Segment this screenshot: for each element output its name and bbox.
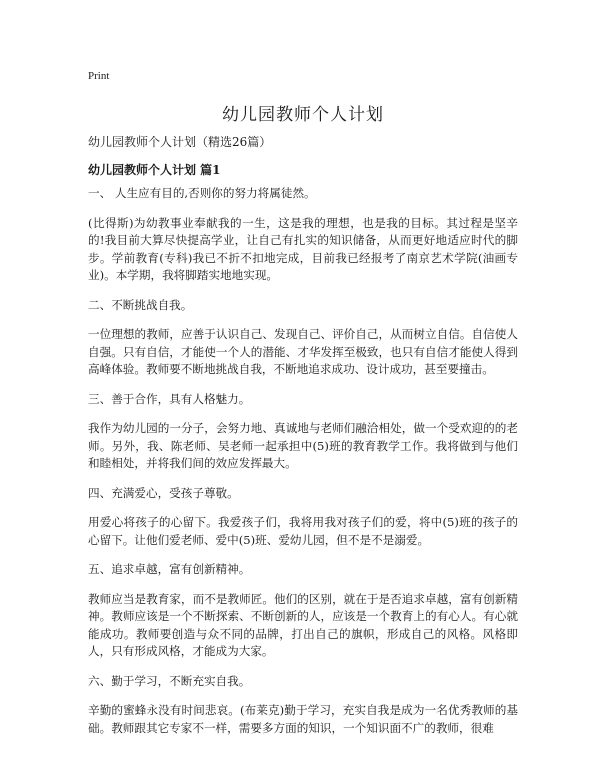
- document-subtitle: 幼儿园教师个人计划（精选26篇）: [88, 135, 272, 149]
- paragraph-2: 一位理想的教师，应善于认识自己、发现自己、评价自己，从而树立自信。自信使人自强。只有自信，才能使一个人的潜能、才华发挥至极致，也只有自信才能使人得到高峰体验。教师要不断地挑战自我，不断地追求成功、设计成功，甚至要撞击。: [88, 327, 518, 376]
- paragraph-6: 辛勤的蜜蜂永没有时间悲哀。(布莱克)勤于学习，充实自我是成为一名优秀教师的基础。教师跟其它专家不一样，需要多方面的知识，一个知识面不广的教师，很难: [88, 703, 518, 735]
- print-label[interactable]: Print: [88, 70, 110, 82]
- point-heading-1: 一、 人生应有目的,否则你的努力将属徒然。: [88, 186, 316, 200]
- paragraph-4: 用爱心将孩子的心留下。我爱孩子们，我将用我对孩子们的爱，将中(5)班的孩子的心留下。让他们爱老师、爱中(5)班、爱幼儿园，但不是不是溺爱。: [88, 515, 518, 547]
- document-body: [88, 185, 518, 749]
- point-heading-6: 六、勤于学习，不断充实自我。: [88, 673, 251, 688]
- paragraph-5: 教师应当是教育家，而不是教师匠。他们的区别，就在于是否追求卓越，富有创新精神。教师应该是一个不断探索、不断创新的人，应该是一个教育上的有心人。有心就能成功。教师要创造与众不同的品牌，打出自己的旗帜，形成自己的风格。风格即人，只有形成风格，才能成为大家。: [88, 591, 518, 658]
- point-heading-4: 四、充满爱心，受孩子尊敬。: [88, 485, 239, 500]
- point-heading-3: 三、善于合作，具有人格魅力。: [88, 391, 251, 406]
- paragraph-1: (比得斯)为幼教事业奉献我的一生，这是我的理想，也是我的目标。其过程是坚辛的!我目前大算尽快提高学业，让自己有扎实的知识储备，从而更好地适应时代的脚步。学前教育(专科)我已不折不扣地完成，目前我已经报考了南京艺术学院(油画专业)。本学期，我将脚踏实地地实现。: [88, 215, 518, 282]
- point-heading-5: 五、追求卓越，富有创新精神。: [88, 562, 251, 576]
- document-title: 幼儿园教师个人计划: [222, 105, 384, 125]
- section-heading: 幼儿园教师个人计划 篇1: [88, 163, 221, 177]
- point-heading-2: 二、不断挑战自我。: [88, 297, 193, 312]
- paragraph-3: 我作为幼儿园的一分子，会努力地、真诚地与老师们融洽相处，做一个受欢迎的的老师。另外，我、陈老师、吴老师一起承担中(5)班的教育教学工作。我将做到与他们和睦相处，并将我们间的效应发挥最大。: [88, 421, 518, 470]
